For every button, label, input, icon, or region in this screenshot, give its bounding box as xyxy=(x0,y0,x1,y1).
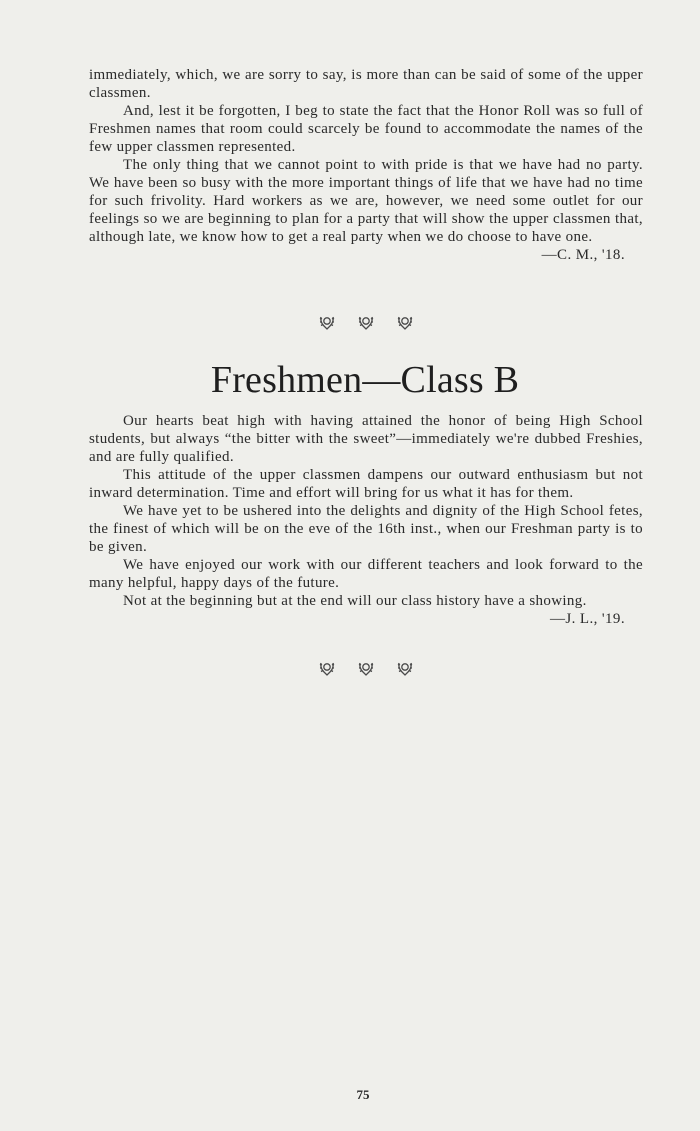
section-heading: Freshmen—Class B xyxy=(210,359,520,401)
wreath-icon xyxy=(357,313,375,331)
wreath-icon xyxy=(357,659,375,677)
section-continued-text xyxy=(89,66,643,264)
wreath-icon xyxy=(318,313,336,331)
paragraph: We have yet to be ushered into the delights and dignity of the High School fetes, the finest of which will be on the eve of the 16th inst., when our Freshman party is to be given. xyxy=(89,503,643,555)
page-number: 75 xyxy=(356,1087,370,1102)
wreath-icon xyxy=(396,659,414,677)
paragraph-text: Not at the beginning but at the end will our class history have a showing. xyxy=(123,593,587,609)
paragraph: This attitude of the upper classmen dampens our outward enthusiasm but not inward determination. Time and effort will bring for us what it has for them. xyxy=(89,467,643,501)
paragraph xyxy=(89,156,643,263)
paragraph: immediately, which, we are sorry to say, is more than can be said of some of the upper classmen. xyxy=(89,67,643,101)
signature: —J. L., '19. xyxy=(549,611,625,627)
paragraph xyxy=(89,592,643,627)
paragraph-text: The only thing that we cannot point to with pride is that we have had no party. We have been so busy with the more important things of life that we have had no time for such frivolity. Hard workers as we are, however, we need some outlet for our feelings so we are beginning to plan for a party that will show the upper classmen that, although late, we know how to get a real party when we do choose to have one. xyxy=(89,157,643,245)
paragraph: Our hearts beat high with having attained the honor of being High School students, but always “the bitter with the sweet”—immediately we're dubbed Freshies, and are fully qualified. xyxy=(89,413,643,465)
paragraph: And, lest it be forgotten, I beg to state the fact that the Honor Roll was so full of Freshmen names that room could scarcely be found to accommodate the names of the few upper classmen represented. xyxy=(89,103,643,155)
wreath-icon xyxy=(318,659,336,677)
signature: —C. M., '18. xyxy=(541,247,625,263)
wreath-icon xyxy=(396,313,414,331)
section-text xyxy=(89,412,643,628)
ornament-divider xyxy=(318,659,414,677)
ornament-divider xyxy=(318,313,414,331)
paragraph: We have enjoyed our work with our different teachers and look forward to the many helpful, happy days of the future. xyxy=(89,557,643,591)
